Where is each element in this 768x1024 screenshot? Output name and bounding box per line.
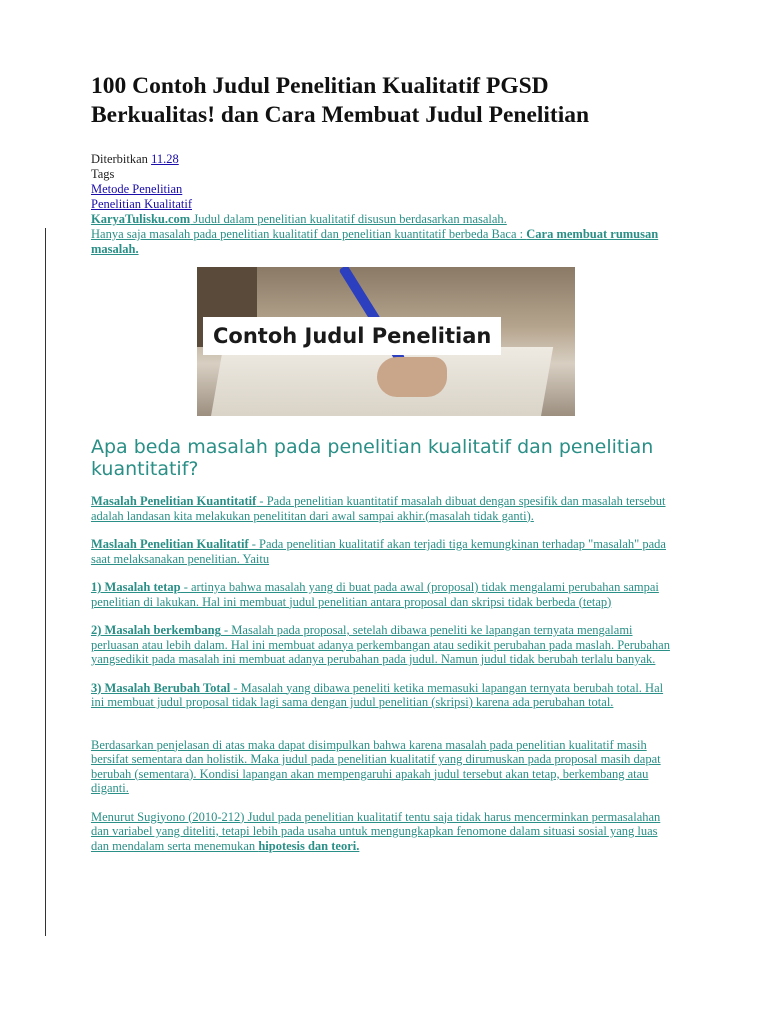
paragraph-text: - Pada penelitian kuantitatif masalah dibuat dengan spesifik dan masalah tersebut adalah landasan kita melakukan penelititan dari awal sampai akhir.(masalah tidak ganti). [91,494,666,523]
published-label: Diterbitkan [91,152,148,166]
intro-line-2[interactable]: Hanya saja masalah pada penelitian kualitatif dan penelitian kuantitatif berbeda Baca : [91,227,527,241]
paragraph-bold: 3) Masalah Berubah Total [91,680,231,695]
intro [91,212,677,257]
hand-graphic [377,357,447,397]
paragraph-masalah-tetap[interactable] [91,580,677,609]
tag-link-metode-penelitian[interactable]: Metode Penelitian [91,182,183,196]
site-name: KaryaTulisku.com [91,212,191,226]
paragraph-masalah-berkembang[interactable] [91,623,677,667]
paragraph-text: - Masalah yang dibawa peneliti ketika memasuki lapangan ternyata berubah total. Hal ini membuat judul proposal tidak lagi sama dengan judul penelitian (skripsi) karena ada perubahan total. [91,680,664,709]
hero-image [197,267,575,416]
paragraph-kuantitatif[interactable] [91,494,677,523]
paragraph-kualitatif[interactable] [91,537,677,566]
paragraph-text: - artinya bahwa masalah yang di buat pada awal (proposal) tidak mengalami perubahan sampai penelitian di lakukan. Hal ini membuat judul penelitian antara proposal dan skripsi tidak berbeda (tetap) [91,580,659,609]
paragraph-bold: Maslaah Penelitian Kualitatif [91,537,249,551]
section-heading: Apa beda masalah pada penelitian kualitatif dan penelitian kuantitatif? [91,436,654,480]
article-meta [91,152,677,212]
spacer [91,724,677,738]
published-line [91,152,677,167]
published-time-link[interactable]: 11.28 [151,152,179,166]
intro-line-1[interactable] [91,212,507,226]
tag-link-penelitian-kualitatif[interactable]: Penelitian Kualitatif [91,197,193,211]
sugiyono-text: Menurut Sugiyono (2010-212) Judul pada penelitian kualitatif tentu saja tidak harus mencerminkan permasalahan dan variabel yang diteliti, tetapi lebih pada usaha untuk mengungkapkan fenomone dalam situasi sosial yang luas dan mendalam serta menemukan [91,809,661,853]
paragraph-masalah-berubah-total[interactable] [91,681,677,710]
article [91,72,677,867]
paragraph-bold: Masalah Penelitian Kuantitatif [91,494,257,508]
paragraph-sugiyono[interactable] [91,810,677,854]
paragraph-text: - Pada penelitian kualitatif akan terjadi tiga kemungkinan terhadap "masalah" pada saat melaksanakan penelitian. Yaitu [91,537,666,566]
article-title: 100 Contoh Judul Penelitian Kualitatif PGSD Berkualitas! dan Cara Membuat Judul Penelitian [91,73,590,128]
paragraph-text: - Masalah pada proposal, setelah dibawa peneliti ke lapangan ternyata mengalami perluasan atau lebih dalam. Hal ini membuat adanya perkembangan atau sedikit perubahan pada maslah. Perubahan yangsedikit pada masalah ini membuat adanya perubahan pada judul. Namun judul tidak berubah terlalu banyak. [91,623,670,666]
paragraph-bold: 2) Masalah berkembang [91,623,221,637]
paragraph-bold: 1) Masalah tetap [91,580,181,594]
intro-line-1-text: Judul dalam penelitian kualitatif disusun berdasarkan masalah. [190,212,507,226]
rumusan-masalah-link[interactable]: Cara membuat rumusan masalah. [91,227,659,256]
hero-caption: Contoh Judul Penelitian [203,317,501,355]
tags-label: Tags [91,167,115,181]
page-left-rule [45,228,46,936]
sugiyono-bold: hipotesis dan teori. [258,838,360,853]
paragraph-conclusion[interactable]: Berdasarkan penjelasan di atas maka dapat disimpulkan bahwa karena masalah pada penelitian kualitatif masih bersifat sementara dan holistik. Maka judul pada penelitian kualitatif yang dirumuskan pada proposal masih dapat berubah (sementara). Kondisi lapangan akan mempengaruhi apakah judul tersebut akan tetap, berkembang atau diganti. [91,737,661,795]
